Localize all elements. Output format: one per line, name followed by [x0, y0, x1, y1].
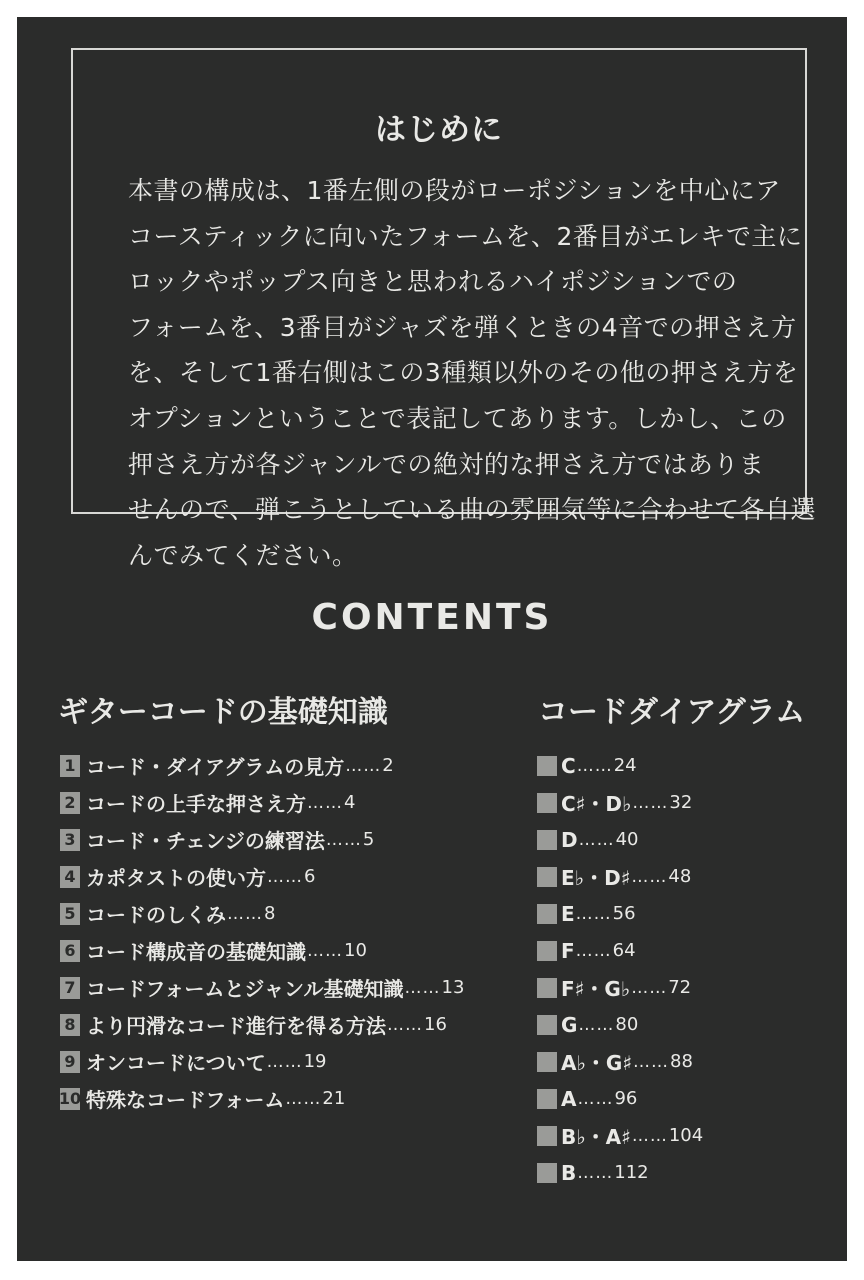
- chapter-number: 8: [60, 1014, 80, 1036]
- page-number: 21: [322, 1088, 346, 1109]
- chapter-number: 6: [60, 940, 80, 962]
- leader-dots: ……: [631, 866, 668, 887]
- leader-dots: ……: [631, 1125, 668, 1146]
- toc-title: コードフォームとジャンル基礎知識: [86, 977, 404, 1001]
- page-number: 56: [612, 903, 636, 924]
- leader-dots: ……: [325, 829, 362, 850]
- chord-item[interactable]: [537, 1006, 703, 1043]
- leader-dots: ……: [345, 755, 382, 776]
- toc-title: オンコードについて: [86, 1051, 266, 1075]
- intro-line: 本書の構成は、1番左側の段がローポジションを中心にア: [128, 176, 781, 205]
- toc-title: 特殊なコードフォーム: [86, 1088, 285, 1112]
- toc-item[interactable]: [60, 821, 464, 858]
- page-number: 6: [304, 866, 316, 887]
- intro-line: ロックやポップス向きと思われるハイポジションでの: [128, 267, 738, 297]
- chapter-number: 9: [60, 1051, 80, 1073]
- bullet-square-icon: [537, 867, 557, 887]
- chord-name: D: [561, 827, 578, 852]
- bullet-square-icon: [537, 904, 557, 924]
- intro-line: フォームを、3番目がジャズを弾くときの4音での押さえ方: [128, 312, 797, 342]
- leader-dots: ……: [575, 903, 612, 924]
- leader-dots: ……: [387, 1014, 423, 1035]
- page-number: 48: [668, 866, 692, 887]
- page-number: 8: [264, 903, 276, 924]
- toc-item[interactable]: [60, 747, 464, 784]
- leader-dots: ……: [578, 829, 615, 850]
- chord-name: E♭・D♯: [561, 866, 631, 890]
- contents-title: CONTENTS: [311, 597, 553, 638]
- intro-line: せんので、弾こうとしている曲の雰囲気等に合わせて各自選: [128, 495, 817, 525]
- chord-item[interactable]: [537, 784, 703, 821]
- bullet-square-icon: [537, 756, 557, 776]
- bullet-square-icon: [537, 1163, 557, 1183]
- leader-dots: ……: [285, 1088, 322, 1109]
- toc-item[interactable]: [60, 932, 464, 969]
- page-number: 88: [670, 1051, 693, 1072]
- intro-body: [128, 168, 817, 578]
- page-number: 5: [362, 829, 375, 850]
- toc-title: コード・チェンジの練習法: [86, 829, 325, 853]
- chord-item[interactable]: [537, 747, 703, 784]
- chord-name: F: [561, 938, 575, 963]
- chord-name: C♯・D♭: [561, 792, 632, 816]
- leader-dots: ……: [577, 1162, 614, 1183]
- intro-title: はじめに: [375, 112, 503, 148]
- bullet-square-icon: [537, 830, 557, 850]
- leader-dots: ……: [404, 977, 441, 998]
- toc-title: コードのしくみ: [86, 903, 226, 927]
- right-column-heading: コードダイアグラム: [538, 695, 806, 730]
- chapter-number: 3: [60, 829, 80, 851]
- leader-dots: ……: [577, 1088, 614, 1109]
- intro-box: [71, 48, 817, 570]
- intro-line: 押さえ方が各ジャンルでの絶対的な押さえ方ではありま: [128, 449, 765, 479]
- page-number: 10: [344, 940, 367, 961]
- page-number: 72: [668, 977, 692, 998]
- leader-dots: ……: [633, 1051, 670, 1072]
- leader-dots: ……: [227, 903, 263, 924]
- chord-item[interactable]: [537, 1080, 703, 1117]
- page-number: 32: [669, 792, 693, 813]
- chapter-number: 7: [60, 977, 80, 999]
- toc-title: コード・ダイアグラムの見方: [86, 755, 345, 779]
- intro-line: を、そして1番右側はこの3種類以外のその他の押さえ方を: [128, 358, 799, 388]
- page-number: 80: [615, 1014, 639, 1035]
- bullet-square-icon: [537, 1015, 557, 1035]
- bullet-square-icon: [537, 1126, 557, 1146]
- bullet-square-icon: [537, 978, 557, 998]
- intro-line: コースティックに向いたフォームを、2番目がエレキで主に: [128, 221, 803, 251]
- chord-name: A♭・G♯: [561, 1051, 633, 1075]
- page-number: 2: [382, 755, 394, 776]
- chord-name: E: [561, 901, 575, 926]
- leader-dots: ……: [266, 1051, 303, 1072]
- chord-item[interactable]: [537, 1043, 703, 1080]
- leader-dots: ……: [631, 977, 668, 998]
- toc-item[interactable]: [60, 969, 464, 1006]
- chord-item[interactable]: [537, 932, 703, 969]
- intro-line: んでみてください。: [128, 540, 358, 570]
- toc-title: カポタストの使い方: [86, 866, 266, 890]
- chord-item[interactable]: [537, 1117, 703, 1154]
- leader-dots: ……: [632, 792, 669, 813]
- toc-item[interactable]: [60, 858, 464, 895]
- chord-item[interactable]: [537, 821, 703, 858]
- chord-item[interactable]: [537, 969, 703, 1006]
- toc-item[interactable]: [60, 1080, 464, 1117]
- chapter-number: 2: [60, 792, 80, 814]
- chord-name: F♯・G♭: [561, 977, 631, 1001]
- chapter-number: 10: [58, 1089, 82, 1108]
- page-number: 112: [614, 1162, 649, 1183]
- chapter-number: 4: [60, 866, 80, 888]
- page-number: 19: [303, 1051, 327, 1072]
- page-number: 96: [614, 1088, 638, 1109]
- leader-dots: ……: [576, 755, 613, 776]
- page-number: 24: [613, 755, 637, 776]
- chord-name: G: [561, 1012, 578, 1037]
- chord-list: [537, 747, 703, 1191]
- intro-line: オプションということで表記してあります。しかし、この: [128, 403, 787, 433]
- leader-dots: ……: [578, 1014, 615, 1035]
- toc-item[interactable]: [60, 895, 464, 932]
- page-number: 40: [615, 829, 639, 850]
- toc-item[interactable]: [60, 1043, 464, 1080]
- toc-item[interactable]: [60, 784, 464, 821]
- leader-dots: ……: [575, 940, 612, 961]
- chord-item[interactable]: [537, 858, 703, 895]
- chord-name: C: [561, 753, 576, 778]
- toc-item[interactable]: [60, 1006, 464, 1043]
- chapter-number: 1: [60, 755, 80, 777]
- toc-title: コードの上手な押さえ方: [86, 792, 306, 816]
- toc-title: より円滑なコード進行を得る方法: [86, 1014, 386, 1038]
- leader-dots: ……: [307, 792, 343, 813]
- bullet-square-icon: [537, 1089, 557, 1109]
- page-number: 64: [612, 940, 636, 961]
- chapter-number: 5: [60, 903, 80, 925]
- chord-name: B♭・A♯: [561, 1125, 631, 1149]
- chord-name: B: [561, 1160, 577, 1185]
- toc-list: [60, 747, 464, 1117]
- page-number: 104: [668, 1125, 704, 1146]
- page-number: 13: [441, 977, 465, 998]
- toc-title: コード構成音の基礎知識: [86, 940, 306, 964]
- leader-dots: ……: [267, 866, 303, 887]
- page-number: 16: [424, 1014, 447, 1035]
- leader-dots: ……: [307, 940, 343, 961]
- bullet-square-icon: [537, 941, 557, 961]
- bullet-square-icon: [537, 1052, 557, 1072]
- page: [17, 17, 847, 1261]
- chord-name: A: [561, 1086, 577, 1111]
- chord-item[interactable]: [537, 895, 703, 932]
- left-column-heading: ギターコードの基礎知識: [58, 695, 388, 730]
- bullet-square-icon: [537, 793, 557, 813]
- page-number: 4: [344, 792, 356, 813]
- chord-item[interactable]: [537, 1154, 703, 1191]
